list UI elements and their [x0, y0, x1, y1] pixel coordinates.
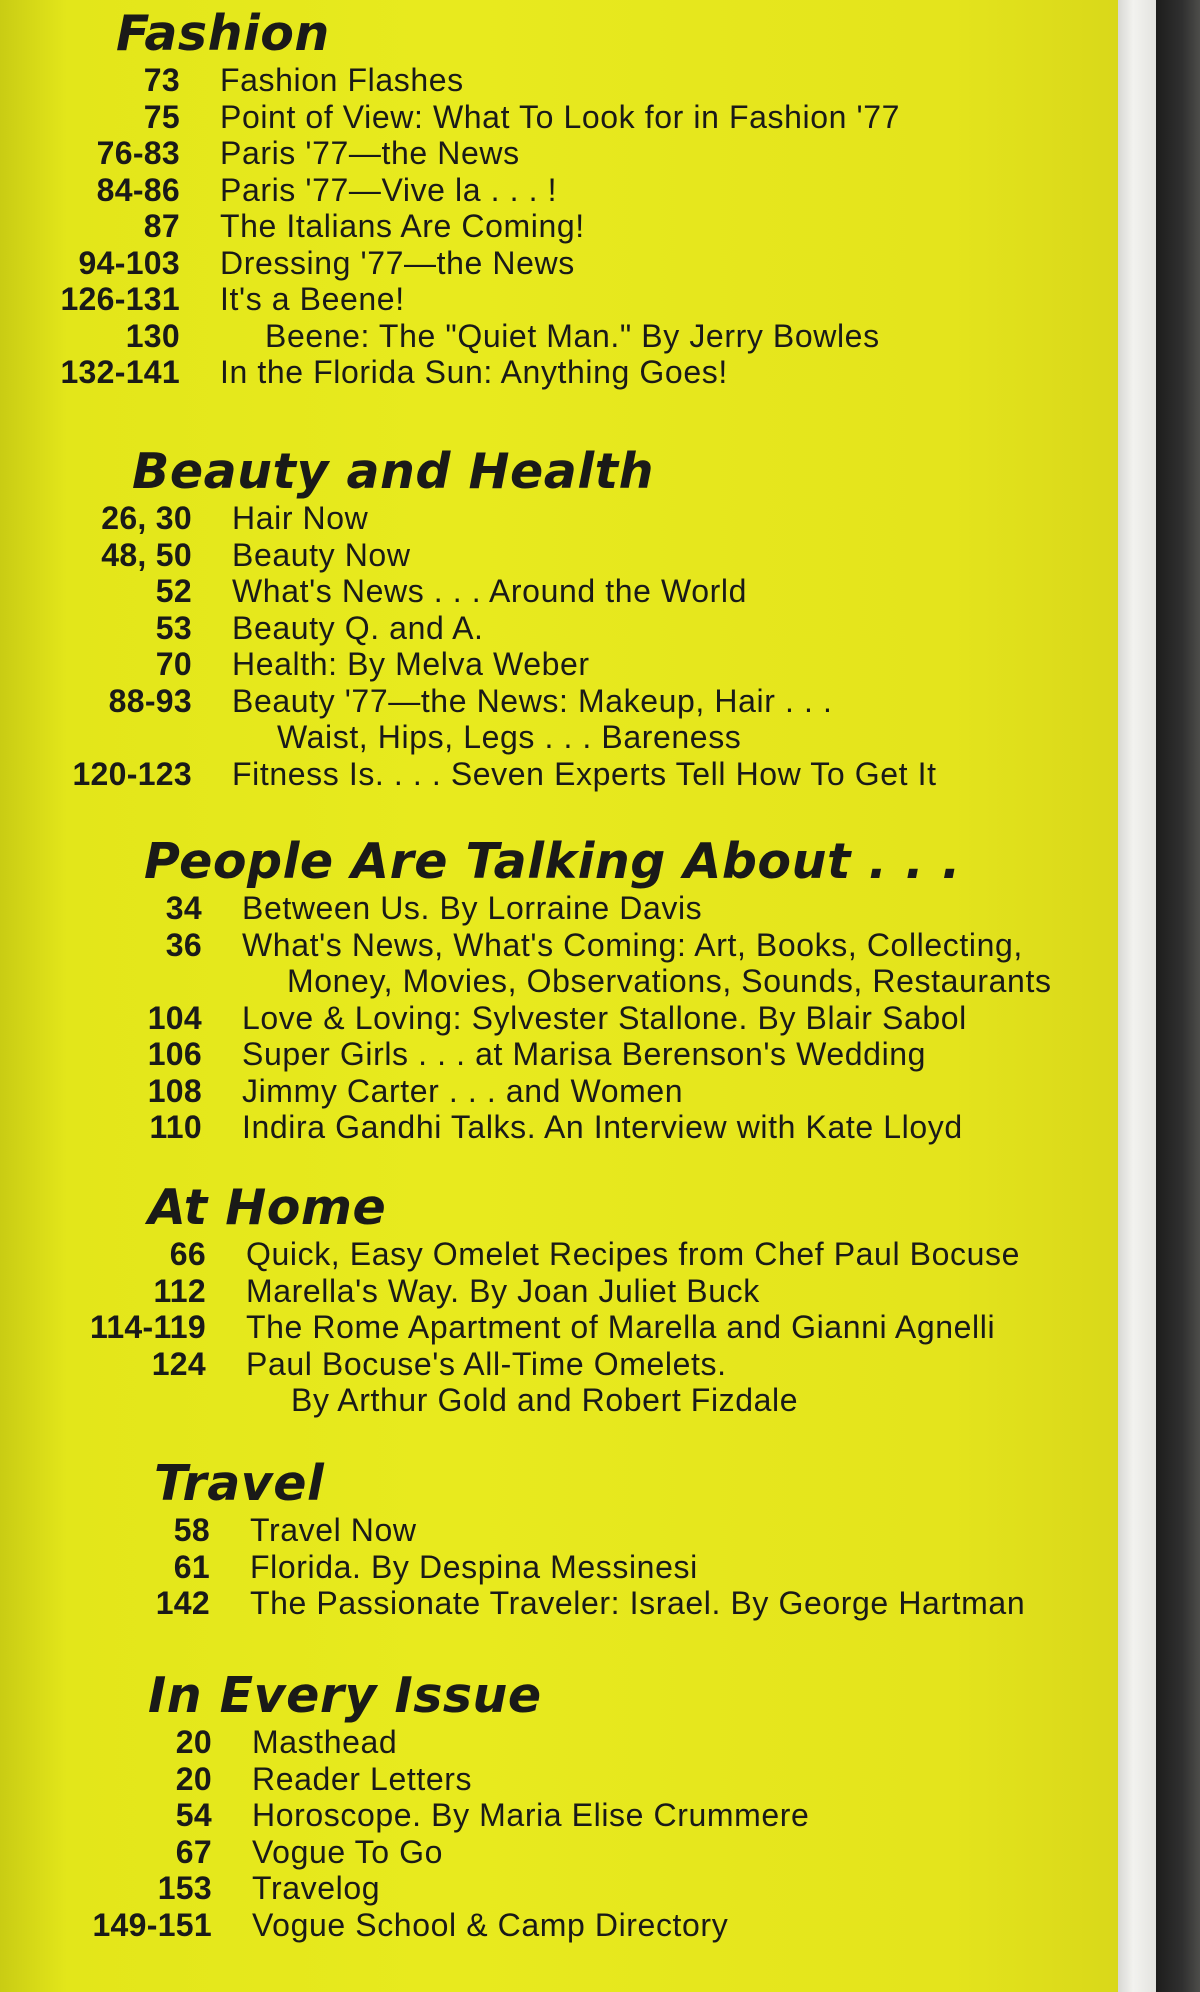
- toc-entry: [62, 646, 937, 683]
- article-title: Waist, Hips, Legs . . . Bareness: [277, 719, 742, 755]
- article-title: Reader Letters: [252, 1760, 473, 1797]
- section-at-home: [78, 1180, 1020, 1419]
- page-number: 104: [147, 999, 202, 1036]
- article-title: It's a Beene!: [220, 281, 405, 317]
- page-number: 54: [175, 1797, 212, 1833]
- section-heading: At Home: [148, 1179, 387, 1236]
- page-number: 73: [143, 62, 180, 98]
- page-number: 26, 30: [101, 500, 192, 536]
- article-title: Beauty Now: [232, 536, 411, 573]
- page-number: 120-123: [72, 755, 192, 792]
- toc-entry: [48, 172, 900, 209]
- article-title: The Passionate Traveler: Israel. By George Hartman: [250, 1585, 1026, 1621]
- toc-entry: [80, 1724, 809, 1761]
- page-number: 34: [165, 890, 202, 926]
- toc-entry: [48, 99, 900, 136]
- article-title: In the Florida Sun: Anything Goes!: [220, 354, 728, 390]
- article-title: Super Girls . . . at Marisa Berenson's Wedding: [242, 1036, 927, 1072]
- article-title: Florida. By Despina Messinesi: [250, 1548, 698, 1585]
- article-title: Dressing '77—the News: [220, 244, 575, 281]
- page-number: 114-119: [89, 1309, 206, 1345]
- page-number: 53: [155, 609, 192, 646]
- article-title: Travelog: [252, 1870, 381, 1906]
- page-number: 75: [143, 98, 180, 135]
- section-in-every-issue: [80, 1668, 809, 1943]
- section-heading: Beauty and Health: [132, 443, 654, 500]
- article-title: Fashion Flashes: [220, 62, 464, 98]
- article-title: By Arthur Gold and Robert Fizdale: [291, 1382, 799, 1418]
- article-title: Horoscope. By Maria Elise Crummere: [252, 1797, 810, 1833]
- article-title: What's News . . . Around the World: [232, 573, 748, 609]
- white-page-edge: [1118, 0, 1156, 1992]
- section-fashion: [48, 6, 900, 391]
- page-number: 61: [173, 1548, 210, 1585]
- toc-entry: [68, 1036, 1052, 1073]
- toc-entry: [48, 281, 900, 318]
- article-title: Health: By Melva Weber: [232, 646, 590, 682]
- page-number: 20: [175, 1724, 212, 1760]
- article-title: Between Us. By Lorraine Davis: [242, 890, 703, 926]
- page-number: 67: [175, 1833, 212, 1870]
- toc-entry: [62, 537, 937, 574]
- toc-entry: [78, 1309, 1020, 1346]
- article-title: Point of View: What To Look for in Fashion '77: [220, 98, 901, 135]
- page-number: 132-141: [60, 354, 180, 390]
- page-number: 106: [147, 1036, 202, 1072]
- toc-entry: [80, 1797, 809, 1834]
- page-number: 124: [151, 1345, 206, 1382]
- page-number: 87: [143, 208, 180, 244]
- page-number: 108: [147, 1072, 202, 1109]
- toc-entry: [62, 500, 937, 537]
- toc-entry: [68, 927, 1052, 964]
- section-people-are-talking-about: [68, 834, 1052, 1146]
- article-title: Hair Now: [232, 500, 369, 536]
- toc-entry: [62, 683, 937, 720]
- article-title: Love & Loving: Sylvester Stallone. By Blair Sabol: [242, 999, 967, 1036]
- toc-entry: [48, 208, 900, 245]
- toc-entry: [80, 1870, 809, 1907]
- page-number: 88-93: [108, 682, 192, 719]
- toc-entry: [68, 1000, 1052, 1037]
- article-title: Jimmy Carter . . . and Women: [242, 1072, 684, 1109]
- page-number: 66: [169, 1236, 206, 1272]
- page-number: 130: [125, 317, 180, 354]
- toc-entry: [78, 1236, 1020, 1273]
- page-number: 94-103: [78, 244, 180, 281]
- toc-entry: [48, 245, 900, 282]
- toc-entry: [48, 135, 900, 172]
- toc-entry: [80, 1761, 809, 1798]
- toc-entry: [62, 719, 937, 756]
- article-title: What's News, What's Coming: Art, Books, Collecting,: [242, 926, 1023, 963]
- section-heading: In Every Issue: [148, 1667, 542, 1724]
- toc-entry: [68, 1073, 1052, 1110]
- toc-entry: [48, 354, 900, 391]
- section-beauty-and-health: [62, 444, 937, 792]
- article-title: Vogue School & Camp Directory: [252, 1906, 729, 1943]
- page-number: 76-83: [96, 135, 180, 171]
- article-title: The Rome Apartment of Marella and Gianni Agnelli: [246, 1309, 996, 1345]
- page-number: 36: [165, 926, 202, 963]
- page-number: 20: [175, 1760, 212, 1797]
- toc-entry: [80, 1585, 1025, 1622]
- toc-entry: [78, 1382, 1020, 1419]
- article-title: The Italians Are Coming!: [220, 208, 585, 244]
- page-number: 48, 50: [101, 536, 192, 573]
- page-number: 153: [157, 1870, 212, 1906]
- section-travel: [80, 1456, 1025, 1622]
- page-number: 52: [155, 573, 192, 609]
- article-title: Masthead: [252, 1724, 398, 1760]
- article-title: Beene: The "Quiet Man." By Jerry Bowles: [265, 317, 880, 354]
- page-number: 70: [155, 646, 192, 682]
- section-heading: Travel: [154, 1455, 325, 1512]
- page-number: 84-86: [96, 171, 180, 208]
- article-title: Paul Bocuse's All-Time Omelets.: [246, 1345, 727, 1382]
- toc-entry: [48, 318, 900, 355]
- toc-entry: [78, 1273, 1020, 1310]
- toc-entry: [62, 573, 937, 610]
- article-title: Beauty '77—the News: Makeup, Hair . . .: [232, 682, 833, 719]
- article-title: Indira Gandhi Talks. An Interview with Kate Lloyd: [242, 1109, 963, 1145]
- toc-entry: [80, 1907, 809, 1944]
- toc-entry: [48, 62, 900, 99]
- toc-entry: [80, 1512, 1025, 1549]
- article-title: Paris '77—Vive la . . . !: [220, 171, 558, 208]
- article-title: Quick, Easy Omelet Recipes from Chef Paul Bocuse: [246, 1236, 1020, 1272]
- toc-entry: [80, 1834, 809, 1871]
- page-number: 126-131: [60, 281, 180, 317]
- section-heading: People Are Talking About . . .: [144, 833, 961, 890]
- article-title: Money, Movies, Observations, Sounds, Restaurants: [287, 963, 1052, 999]
- article-title: Fitness Is. . . . Seven Experts Tell How To Get It: [232, 755, 937, 792]
- page-number: 142: [155, 1585, 210, 1621]
- toc-entry: [68, 890, 1052, 927]
- section-heading: Fashion: [116, 5, 330, 62]
- article-title: Marella's Way. By Joan Juliet Buck: [246, 1272, 760, 1309]
- article-title: Paris '77—the News: [220, 135, 520, 171]
- toc-entry: [62, 610, 937, 647]
- right-background-edge: [1156, 0, 1200, 1992]
- page-number: 149-151: [92, 1906, 212, 1943]
- toc-entry: [62, 756, 937, 793]
- toc-entry: [68, 963, 1052, 1000]
- toc-entry: [68, 1109, 1052, 1146]
- page-number: 58: [173, 1512, 210, 1548]
- page-number: 112: [153, 1272, 206, 1309]
- article-title: Vogue To Go: [252, 1833, 444, 1870]
- article-title: Travel Now: [250, 1512, 417, 1548]
- toc-entry: [80, 1549, 1025, 1586]
- page-number: 110: [149, 1109, 202, 1145]
- article-title: Beauty Q. and A.: [232, 609, 484, 646]
- toc-entry: [78, 1346, 1020, 1383]
